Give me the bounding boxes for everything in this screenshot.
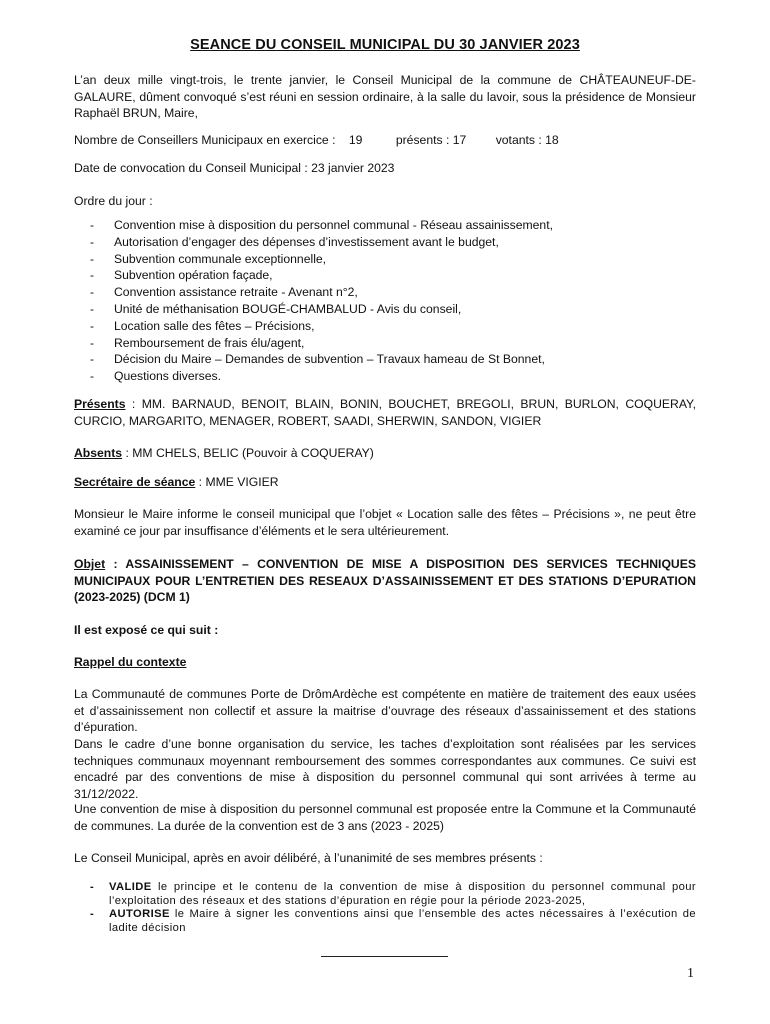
absents-label: Absents (74, 446, 123, 460)
absents-paragraph (74, 445, 696, 462)
councillor-counts (74, 132, 559, 149)
presents-list: : MM. BARNAUD, BENOIT, BLAIN, BONIN, BOUCHET, BREGOLI, BRUN, BURLON, COQUERAY, CURCIO, MARGARITO, MENAGER, ROBERT, SAADI, SHERWIN, SANDON, VIGIER (74, 397, 696, 428)
counts-label: Nombre de Conseillers Municipaux en exercice : (74, 133, 336, 147)
agenda-item: - Location salle des fêtes – Précisions, (90, 318, 315, 333)
presents-label: Présents (74, 397, 126, 411)
decision-text: le principe et le contenu de la convention de mise à disposition du personnel communal pour l’exploitation des réseaux et des stations d’épuration en régie pour la période 2023-2025, (109, 881, 696, 907)
page-title: SEANCE DU CONSEIL MUNICIPAL DU 30 JANVIER 2023 (190, 37, 580, 53)
decision-text: le Maire à signer les conventions ainsi que l’ensemble des actes nécessaires à l’exécution de ladite décision (109, 908, 696, 934)
decision-item: - AUTORISE le Maire à signer les conventions ainsi que l’ensemble des actes nécessaires à l’exécution de ladite décision (90, 908, 696, 934)
decision-keyword: VALIDE (109, 881, 152, 893)
page-number: 1 (687, 966, 694, 981)
object-paragraph (74, 556, 696, 606)
agenda-item: - Questions diverses. (90, 369, 222, 384)
agenda-item: - Subvention opération façade, (90, 268, 273, 283)
decision-list (90, 881, 696, 935)
intro-paragraph: L’an deux mille vingt-trois, le trente janvier, le Conseil Municipal de la commune de CHÂTEAUNEUF-DE-GALAURE, dûment convoqué s’est réuni en session ordinaire, à la salle du lavoir, sous la présidence de Monsieur Raphaël BRUN, Maire, (74, 73, 696, 121)
counts-presents: présents : 17 (395, 133, 467, 147)
context-paragraph: Une convention de mise à disposition du personnel communal est proposée entre la Commune et la Communauté de communes. La durée de la convention est de 3 ans (2023 - 2025) (74, 802, 696, 833)
decision-keyword: AUTORISE (109, 908, 170, 920)
secretary-paragraph (74, 474, 696, 491)
agenda-heading: Ordre du jour : (74, 194, 153, 208)
agenda-item: - Décision du Maire – Demandes de subvention – Travaux hameau de St Bonnet, (90, 352, 545, 367)
object-text: : ASSAINISSEMENT – CONVENTION DE MISE A DISPOSITION DES SERVICES TECHNIQUES MUNICIPAUX POUR L’ENTRETIEN DES RESEAUX D’ASSAINISSEMENT ET DES STATIONS D’EPURATION (2023-2025) (DCM 1) (74, 557, 696, 605)
mayor-informs-paragraph: Monsieur le Maire informe le conseil municipal que l’objet « Location salle des fêtes – Précisions », ne peut être examiné ce jour par insuffisance d’éléments et le sera ultérieurement. (74, 507, 696, 538)
context-paragraph: La Communauté de communes Porte de DrômArdèche est compétente en matière de traitement des eaux usées et d’assainissement non collectif et assure la maitrise d’ouvrage des réseaux d’assainissement et des stations d’épuration. (74, 687, 696, 735)
agenda-item: - Convention mise à disposition du personnel communal - Réseau assainissement, (90, 218, 553, 232)
separator-line (321, 956, 448, 957)
agenda-item: - Autorisation d’engager des dépenses d’investissement avant le budget, (90, 234, 499, 249)
agenda-item: - Remboursement de frais élu/agent, (90, 335, 305, 350)
context-paragraph: Dans le cadre d’une bonne organisation du service, les taches d’exploitation sont réalisées par les services techniques communaux moyennant remboursement des sommes correspondantes aux communes. Ce suivi est encadré par des conventions de mise à disposition du personnel communal qui sont arrivées à terme au 31/12/2022. (74, 737, 696, 801)
agenda-item: - Subvention communale exceptionnelle, (90, 251, 327, 266)
context-heading: Rappel du contexte (74, 655, 187, 669)
agenda-list (74, 217, 674, 385)
decision-item: - VALIDE le principe et le contenu de la convention de mise à disposition du personnel communal pour l’exploitation des réseaux et des stations d’épuration en régie pour la période 2023-2025, (90, 881, 696, 907)
deliberation-intro: Le Conseil Municipal, après en avoir délibéré, à l’unanimité de ses membres présents : (74, 851, 543, 865)
convocation-date: Date de convocation du Conseil Municipal : 23 janvier 2023 (74, 161, 395, 175)
object-label: Objet (74, 557, 106, 571)
counts-votants: votants : 18 (495, 133, 559, 147)
presents-paragraph (74, 396, 696, 429)
expose-heading: Il est exposé ce qui suit : (74, 623, 219, 637)
counts-en-exercice: 19 (348, 133, 363, 147)
agenda-item: - Unité de méthanisation BOUGÉ-CHAMBALUD - Avis du conseil, (90, 301, 462, 316)
absents-list: : MM CHELS, BELIC (Pouvoir à COQUERAY) (122, 446, 374, 460)
secretary-label: Secrétaire de séance (74, 475, 196, 489)
agenda-item: - Convention assistance retraite - Avenant n°2, (90, 285, 358, 300)
secretary-name: : MME VIGIER (195, 475, 279, 489)
